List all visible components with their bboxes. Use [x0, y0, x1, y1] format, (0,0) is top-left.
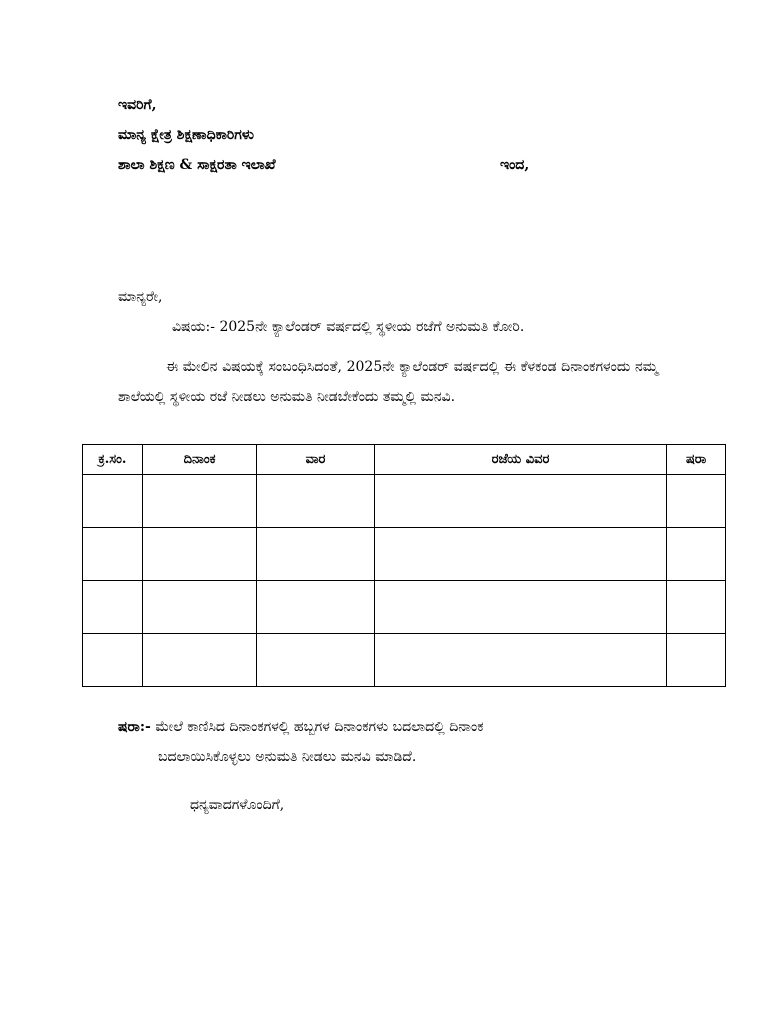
table-row [83, 634, 726, 687]
table-cell [374, 581, 666, 634]
table-cell [257, 475, 374, 528]
table-cell [83, 528, 143, 581]
table-cell [142, 634, 257, 687]
table-cell [667, 475, 726, 528]
table-cell [142, 528, 257, 581]
table-row [83, 528, 726, 581]
table-cell [667, 581, 726, 634]
remark-line-2: ಬದಲಾಯಿಸಿಕೊಳ್ಳಲು ಅನುಮತಿ ನೀಡಲು ಮನವಿ ಮಾಡಿದೆ. [158, 749, 417, 765]
recipient-to: ಇವರಿಗೆ, [118, 97, 157, 113]
holiday-table [82, 444, 726, 687]
table-header-row [83, 445, 726, 475]
body-paragraph: ಈ ಮೇಲಿನ ವಿಷಯಕ್ಕೆ ಸಂಬಂಧಿಸಿದಂತೆ, 2025ನೇ ಕ್ಯಾಲೆಂಡರ್ ವರ್ಷದಲ್ಲಿ ಈ ಕೆಳಕಂಡ ದಿನಾಂಕಗಳಂದು ನಮ್ಮ ಶಾಲೆಯಲ್ಲಿ ಸ್ಥಳೀಯ ರಜೆ ನೀಡಲು ಅನುಮತಿ ನೀಡಬೇಕೆಂದು ತಮ್ಮಲ್ಲಿ ಮನವಿ. [118, 359, 658, 405]
table-cell [374, 528, 666, 581]
header-serial-no: ಕ್ರ.ಸಂ. [83, 445, 143, 475]
table-cell [667, 634, 726, 687]
table-cell [142, 475, 257, 528]
table-cell [83, 475, 143, 528]
remark-label: ಷರಾ:- [118, 719, 151, 735]
table-cell [374, 475, 666, 528]
table-cell [374, 634, 666, 687]
table-cell [83, 634, 143, 687]
recipient-officer: ಮಾನ್ಯ ಕ್ಷೇತ್ರ ಶಿಕ್ಷಣಾಧಿಕಾರಿಗಳು [118, 127, 254, 143]
table-cell [257, 634, 374, 687]
header-weekday: ವಾರ [257, 445, 374, 475]
header-remarks: ಷರಾ [667, 445, 726, 475]
salutation: ಮಾನ್ಯರೇ, [118, 289, 163, 305]
table-cell [142, 581, 257, 634]
header-date: ದಿನಾಂಕ [142, 445, 257, 475]
header-holiday-details: ರಜೆಯ ವಿವರ [374, 445, 666, 475]
table-cell [667, 528, 726, 581]
table-row [83, 581, 726, 634]
table-cell [257, 581, 374, 634]
remark-block [118, 712, 628, 772]
table-row [83, 475, 726, 528]
table-cell [83, 581, 143, 634]
sender-from: ಇಂದ, [500, 157, 530, 173]
recipient-department: ಶಾಲಾ ಶಿಕ್ಷಣ & ಸಾಕ್ಷರತಾ ಇಲಾಖೆ [118, 157, 276, 173]
subject-line: ವಿಷಯ:- 2025ನೇ ಕ್ಯಾಲೆಂಡರ್ ವರ್ಷದಲ್ಲಿ ಸ್ಥಳೀಯ ರಜೆಗೆ ಅನುಮತಿ ಕೋರಿ. [172, 319, 525, 335]
closing: ಧನ್ಯವಾದಗಳೊಂದಿಗೆ, [190, 797, 285, 813]
table-cell [257, 528, 374, 581]
remark-line-1: ಮೇಲೆ ಕಾಣಿಸಿದ ದಿನಾಂಕಗಳಲ್ಲಿ ಹಬ್ಬಗಳ ದಿನಾಂಕಗಳು ಬದಲಾದಲ್ಲಿ ದಿನಾಂಕ [155, 719, 484, 735]
